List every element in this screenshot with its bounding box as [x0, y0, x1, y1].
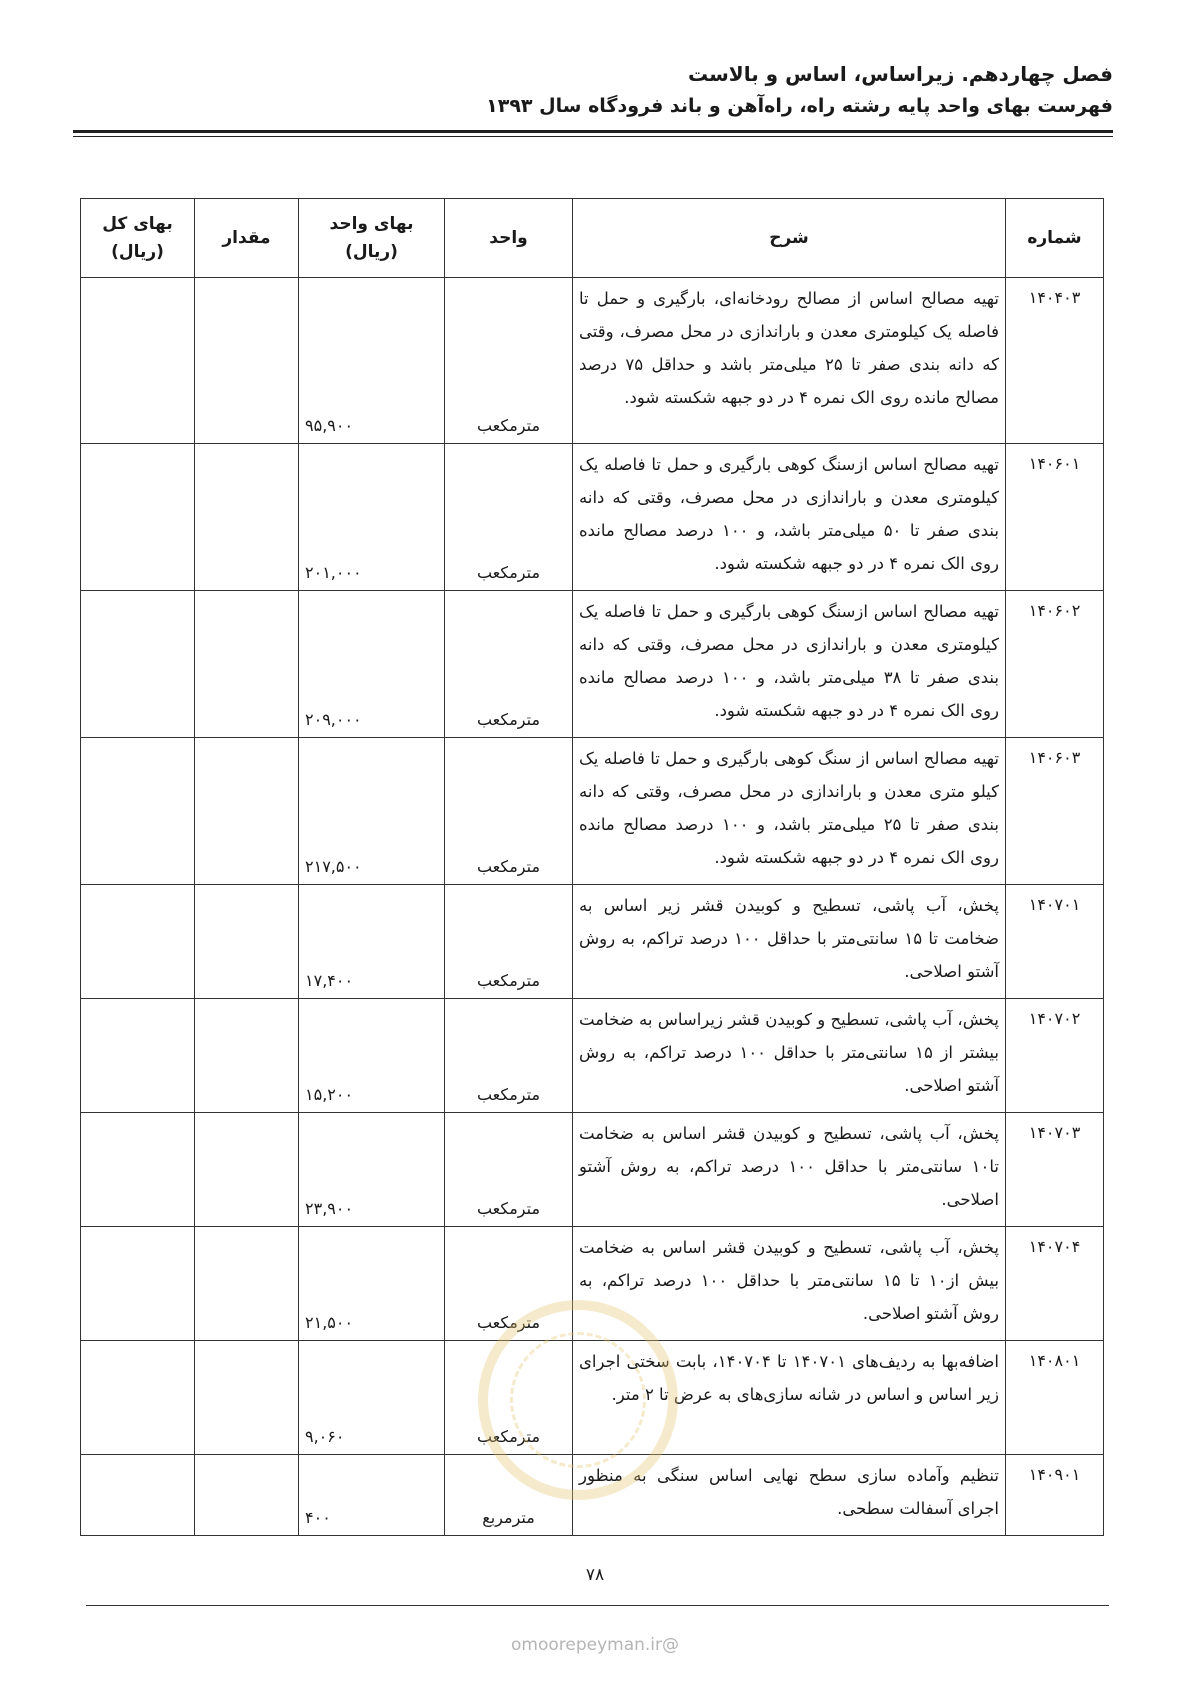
row-unit-price: ۴۰۰ — [299, 1455, 445, 1536]
row-total-price — [81, 1341, 195, 1455]
table-row — [81, 885, 1104, 999]
row-unit: مترمربع — [445, 1455, 573, 1536]
row-description: پخش، آب پاشی، تسطیح و کوبیدن قشر اساس به ضخامت تا۱۰ سانتی‌متر با حداقل ۱۰۰ درصد تراکم، به روش آشتو اصلاحی. — [573, 1113, 1006, 1227]
row-description: پخش، آب پاشی، تسطیح و کوبیدن قشر زیر اساس به ضخامت تا ۱۵ سانتی‌متر با حداقل ۱۰۰ درصد تراکم، به روش آشتو اصلاحی. — [573, 885, 1006, 999]
row-description: پخش، آب پاشی، تسطیح و کوبیدن قشر زیراساس به ضخامت بیشتر از ۱۵ سانتی‌متر با حداقل ۱۰۰ درصد تراکم، به روش آشتو اصلاحی. — [573, 999, 1006, 1113]
row-quantity — [195, 1455, 299, 1536]
row-total-price — [81, 591, 195, 738]
row-total-price — [81, 885, 195, 999]
row-quantity — [195, 1341, 299, 1455]
table-row — [81, 999, 1104, 1113]
column-header-number: شماره — [1006, 199, 1104, 278]
row-unit: مترمکعب — [445, 1341, 573, 1455]
row-total-price — [81, 444, 195, 591]
column-header-unit-price — [299, 199, 445, 278]
table-row — [81, 738, 1104, 885]
page-header — [73, 58, 1113, 122]
row-total-price — [81, 738, 195, 885]
unit-price-header-label: بهای واحد — [329, 214, 414, 234]
table-row — [81, 1227, 1104, 1341]
table-row — [81, 1455, 1104, 1536]
row-total-price — [81, 1455, 195, 1536]
row-unit: مترمکعب — [445, 591, 573, 738]
row-description: تنظیم وآماده سازی سطح نهایی اساس سنگی به منظور اجرای آسفالت سطحی. — [573, 1455, 1006, 1536]
row-unit-price: ۱۷,۴۰۰ — [299, 885, 445, 999]
row-total-price — [81, 1113, 195, 1227]
header-rule-thin — [73, 136, 1113, 137]
price-list-subtitle: فهرست بهای واحد پایه رشته راه، راه‌آهن و باند فرودگاه سال ۱۳۹۳ — [486, 95, 1113, 117]
table-header-row — [81, 199, 1104, 278]
row-number: ۱۴۰۶۰۳ — [1006, 738, 1104, 885]
row-quantity — [195, 738, 299, 885]
row-quantity — [195, 999, 299, 1113]
row-unit-price: ۲۳,۹۰۰ — [299, 1113, 445, 1227]
column-header-quantity: مقدار — [195, 199, 299, 278]
row-number: ۱۴۰۷۰۴ — [1006, 1227, 1104, 1341]
header-rule-thick — [73, 130, 1113, 133]
page-number: ۷۸ — [585, 1565, 605, 1585]
row-number: ۱۴۰۸۰۱ — [1006, 1341, 1104, 1455]
row-total-price — [81, 999, 195, 1113]
row-unit-price: ۹۵,۹۰۰ — [299, 278, 445, 444]
row-unit-price: ۲۱۷,۵۰۰ — [299, 738, 445, 885]
row-number: ۱۴۰۹۰۱ — [1006, 1455, 1104, 1536]
price-table — [80, 198, 1104, 1536]
row-unit: مترمکعب — [445, 738, 573, 885]
column-header-total-price — [81, 199, 195, 278]
table-row — [81, 444, 1104, 591]
row-unit-price: ۲۱,۵۰۰ — [299, 1227, 445, 1341]
chapter-title: فصل چهاردهم. زیراساس، اساس و بالاست — [687, 62, 1113, 86]
row-unit: مترمکعب — [445, 1227, 573, 1341]
row-quantity — [195, 591, 299, 738]
table-row — [81, 278, 1104, 444]
table-row — [81, 591, 1104, 738]
row-number: ۱۴۰۷۰۲ — [1006, 999, 1104, 1113]
row-number: ۱۴۰۷۰۳ — [1006, 1113, 1104, 1227]
row-number: ۱۴۰۴۰۳ — [1006, 278, 1104, 444]
row-unit: مترمکعب — [445, 999, 573, 1113]
table-row — [81, 1113, 1104, 1227]
row-quantity — [195, 278, 299, 444]
row-description: تهیه مصالح اساس ازسنگ کوهی بارگیری و حمل تا فاصله یک کیلومتری معدن و باراندازی در محل مصرف، وقتی که دانه بندی صفر تا ۳۸ میلی‌متر باشد، و ۱۰۰ درصد مصالح مانده روی الک نمره ۴ در دو جبهه شکسته شود. — [573, 591, 1006, 738]
table-row — [81, 1341, 1104, 1455]
row-unit: مترمکعب — [445, 885, 573, 999]
row-description: پخش، آب پاشی، تسطیح و کوبیدن قشر اساس به ضخامت بیش از۱۰ تا ۱۵ سانتی‌متر با حداقل ۱۰۰ درصد تراکم، به روش آشتو اصلاحی. — [573, 1227, 1006, 1341]
row-quantity — [195, 1227, 299, 1341]
row-unit-price: ۲۰۱,۰۰۰ — [299, 444, 445, 591]
column-header-unit: واحد — [445, 199, 573, 278]
column-header-description: شرح — [573, 199, 1006, 278]
row-unit: مترمکعب — [445, 1113, 573, 1227]
row-unit-price: ۹,۰۶۰ — [299, 1341, 445, 1455]
row-unit-price: ۱۵,۲۰۰ — [299, 999, 445, 1113]
row-description: اضافه‌بها به ردیف‌های ۱۴۰۷۰۱ تا ۱۴۰۷۰۴، بابت سختی اجرای زیر اساس و اساس در شانه سازی‌های به عرض تا ۲ متر. — [573, 1341, 1006, 1455]
row-total-price — [81, 1227, 195, 1341]
row-unit-price: ۲۰۹,۰۰۰ — [299, 591, 445, 738]
row-quantity — [195, 1113, 299, 1227]
row-quantity — [195, 444, 299, 591]
row-number: ۱۴۰۶۰۱ — [1006, 444, 1104, 591]
row-unit: مترمکعب — [445, 278, 573, 444]
total-price-header-label: بهای کل — [102, 214, 173, 234]
row-number: ۱۴۰۶۰۲ — [1006, 591, 1104, 738]
row-description: تهیه مصالح اساس ازسنگ کوهی بارگیری و حمل تا فاصله یک کیلومتری معدن و باراندازی در محل مصرف، وقتی که دانه بندی صفر تا ۵۰ میلی‌متر باشد، و ۱۰۰ درصد مصالح مانده روی الک نمره ۴ در دو جبهه شکسته شود. — [573, 444, 1006, 591]
row-number: ۱۴۰۷۰۱ — [1006, 885, 1104, 999]
site-watermark: @omoorepeyman.ir — [510, 1635, 680, 1655]
unit-price-header-currency: (ریال) — [345, 242, 398, 262]
footer-rule — [86, 1605, 1109, 1606]
row-description: تهیه مصالح اساس از سنگ کوهی بارگیری و حمل تا فاصله یک کیلو متری معدن و باراندازی در محل مصرف، وقتی که دانه بندی صفر تا ۲۵ میلی‌متر باشد، و ۱۰۰ درصد مصالح مانده روی الک نمره ۴ در دو جبهه شکسته شود. — [573, 738, 1006, 885]
row-total-price — [81, 278, 195, 444]
row-quantity — [195, 885, 299, 999]
total-price-header-currency: (ریال) — [111, 242, 164, 262]
row-description: تهیه مصالح اساس از مصالح رودخانه‌ای، بارگیری و حمل تا فاصله یک کیلومتری معدن و باراندازی در محل مصرف، وقتی که دانه بندی صفر تا ۲۵ میلی‌متر باشد و حداقل ۷۵ درصد مصالح مانده روی الک نمره ۴ در دو جبهه شکسته شود. — [573, 278, 1006, 444]
row-unit: مترمکعب — [445, 444, 573, 591]
